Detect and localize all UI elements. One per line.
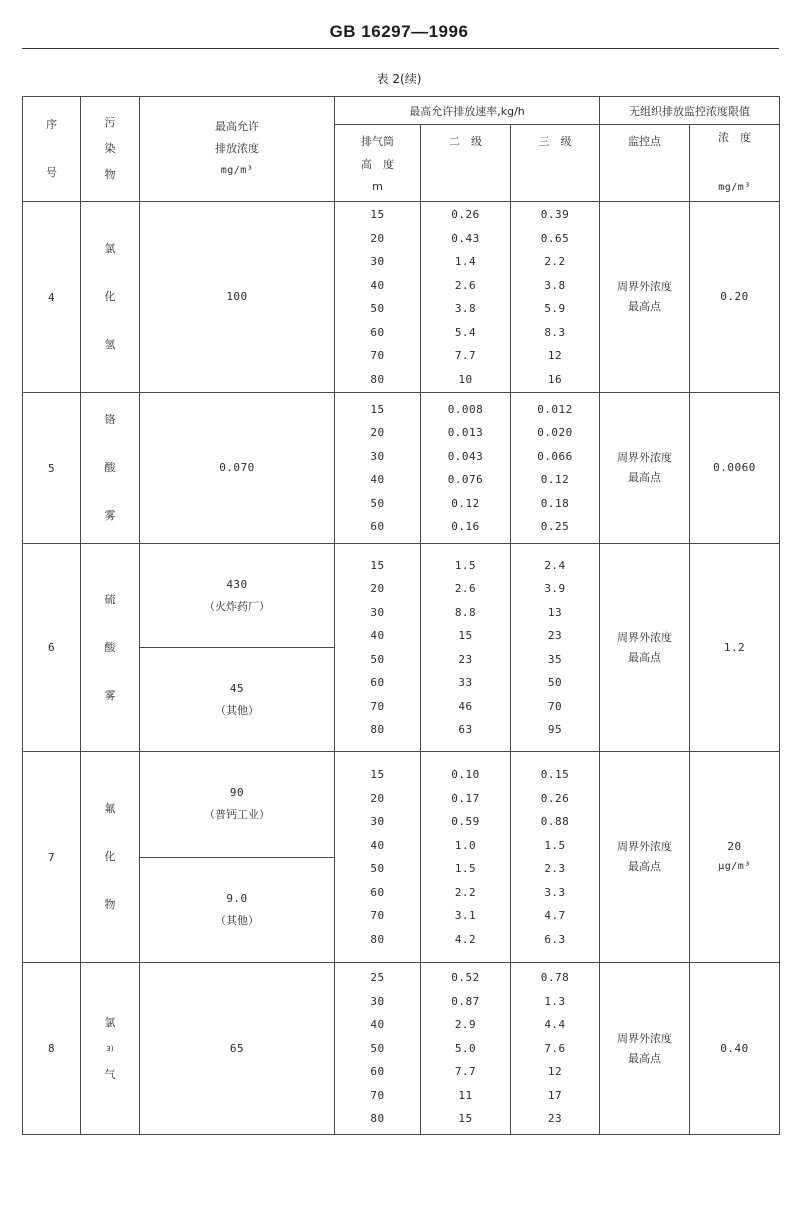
stack-height-value: 60 [370, 885, 385, 899]
level2-rate-value: 0.87 [451, 994, 480, 1008]
fugitive-conc-value: 1.2 [723, 640, 746, 654]
stack-height [335, 963, 421, 1135]
level3-rate-value: 0.88 [540, 815, 570, 828]
level2-rate-value: 5.4 [454, 325, 477, 339]
level3-rate [511, 202, 600, 393]
level3-rate-value: 0.12 [540, 473, 570, 486]
col-pollutant-header: 污 染 物 [81, 97, 140, 202]
stack-height-value: 20 [370, 231, 385, 245]
level2-rate-value: 0.013 [447, 426, 484, 439]
col-seq-header: 序 号 [23, 97, 81, 202]
max-conc-value: 430 [226, 577, 248, 591]
row-seq: 5 [23, 393, 81, 544]
monitor-point-line: 最高点 [628, 300, 661, 313]
row-max-conc [140, 393, 335, 544]
level3-rate-value: 0.78 [540, 971, 570, 985]
max-conc-value: 0.070 [219, 461, 255, 474]
level2-rate-value: 7.7 [454, 1065, 477, 1079]
level2-rate-value: 5.0 [454, 1041, 477, 1055]
stack-height-value: 50 [370, 862, 385, 875]
level3-rate-value: 70 [547, 699, 563, 713]
level3-rate-value: 2.2 [544, 255, 566, 268]
col-fugitive-conc-header: 浓 度 mg/m³ [690, 125, 780, 202]
row-fugitive-conc [690, 963, 780, 1135]
level2-rate-value: 3.1 [454, 909, 477, 922]
level3-rate-value: 7.6 [544, 1041, 566, 1055]
col-level3-header: 三 级 [511, 125, 600, 202]
pollutant-row [23, 202, 780, 393]
stack-height-value: 60 [370, 325, 385, 339]
stack-height-value: 30 [370, 994, 385, 1008]
pollutant-char: 氯 [104, 1015, 116, 1029]
row-max-conc [140, 752, 335, 858]
row-pollutant [81, 752, 140, 963]
level2-rate-value: 0.16 [451, 520, 480, 533]
pollutant-char: 雾 [104, 509, 116, 522]
level3-rate-value: 4.4 [544, 1018, 566, 1032]
pollutant-char: 氢 [104, 338, 116, 351]
stack-height-value: 60 [370, 676, 385, 689]
monitor-point-line: 最高点 [628, 860, 661, 873]
stack-height-value: 60 [370, 520, 385, 533]
fugitive-conc-value: 0.20 [720, 290, 749, 303]
level2-rate-value: 2.6 [454, 582, 477, 595]
row-monitor-point [600, 393, 690, 544]
level2-rate-value: 15 [458, 1112, 473, 1126]
level2-rate-value: 1.5 [454, 558, 477, 572]
pollutant-char: 酸 [104, 461, 116, 474]
level2-rate-value: 1.4 [454, 255, 477, 268]
level2-rate-value: 0.59 [451, 815, 480, 828]
level3-rate-value: 2.3 [544, 862, 566, 875]
level2-rate-value: 2.9 [454, 1018, 477, 1032]
stack-height-value: 80 [370, 1112, 385, 1126]
stack-height [335, 393, 421, 544]
stack-height-value: 20 [370, 791, 385, 805]
row-seq: 7 [23, 752, 81, 963]
col-rate-group-header: 最高允许排放速率,kg/h [335, 97, 600, 125]
max-conc-note: （其他） [215, 913, 259, 927]
pollutant-char: 铬 [104, 413, 116, 426]
row-fugitive-conc [690, 393, 780, 544]
stack-height [335, 544, 421, 752]
level3-rate-value: 5.9 [544, 302, 566, 315]
stack-height-value: 15 [370, 768, 385, 781]
pollutant-char: 化 [104, 850, 116, 863]
level3-rate-value: 0.020 [537, 426, 573, 439]
pollutant-char: 物 [104, 898, 116, 911]
level3-rate-value: 8.3 [544, 325, 566, 339]
level3-rate-value: 3.9 [544, 582, 566, 595]
level2-rate [421, 544, 511, 752]
level3-rate [511, 393, 600, 544]
max-conc-note: （火炸药厂） [204, 599, 270, 613]
emission-table [22, 96, 780, 1135]
monitor-point-line: 周界外浓度 [617, 280, 672, 293]
max-conc-value: 100 [226, 290, 248, 303]
stack-height-value: 15 [370, 558, 385, 572]
level3-rate-value: 12 [547, 1065, 563, 1079]
max-conc-value: 65 [229, 1041, 245, 1055]
pollutant-char: 硫 [104, 592, 116, 606]
stack-height-value: 80 [370, 372, 385, 386]
pollutant-char: 氯 [104, 242, 116, 255]
monitor-point-line: 最高点 [628, 1051, 661, 1065]
pollutant-row [23, 752, 780, 858]
stack-height-value: 50 [370, 1041, 385, 1055]
col-stack-height-header: 排气筒 高 度 m [335, 125, 421, 202]
row-max-conc [140, 648, 335, 752]
level3-rate-value: 2.4 [544, 558, 566, 572]
max-conc-value: 45 [229, 681, 245, 695]
level3-rate-value: 0.39 [540, 208, 570, 221]
level3-rate-value: 35 [547, 652, 563, 666]
level2-rate-value: 23 [458, 652, 473, 666]
max-conc-note: （普钙工业） [204, 808, 270, 822]
level2-rate-value: 0.43 [451, 231, 480, 245]
level3-rate-value: 6.3 [544, 932, 566, 946]
level3-rate-value: 13 [547, 605, 563, 619]
level2-rate [421, 393, 511, 544]
row-pollutant [81, 202, 140, 393]
stack-height-value: 40 [370, 278, 385, 292]
level2-rate-value: 46 [458, 699, 473, 713]
stack-height-value: 40 [370, 629, 385, 642]
level2-rate-value: 7.7 [454, 349, 477, 362]
row-monitor-point [600, 963, 690, 1135]
level3-rate-value: 23 [547, 1112, 563, 1126]
stack-height-value: 80 [370, 932, 385, 946]
row-monitor-point [600, 202, 690, 393]
stack-height-value: 15 [370, 402, 385, 416]
level3-rate-value: 16 [547, 372, 563, 386]
pollutant-char: 雾 [104, 688, 116, 702]
pollutant-row [23, 393, 780, 544]
row-max-conc [140, 544, 335, 648]
col-level2-header: 二 级 [421, 125, 511, 202]
monitor-point-line: 最高点 [628, 650, 661, 664]
level2-rate-value: 33 [458, 676, 473, 689]
fugitive-conc-value: 0.0060 [713, 461, 756, 474]
level3-rate-value: 12 [547, 349, 563, 362]
row-seq: 4 [23, 202, 81, 393]
fugitive-conc-value: 20 [727, 840, 742, 853]
row-pollutant: 氯 3) 气 [81, 963, 140, 1135]
stack-height-value: 70 [370, 909, 385, 922]
stack-height-value: 50 [370, 496, 385, 510]
monitor-point-line: 周界外浓度 [617, 630, 672, 644]
level2-rate-value: 2.6 [454, 278, 477, 292]
level2-rate [421, 963, 511, 1135]
row-seq: 6 [23, 544, 81, 752]
row-monitor-point [600, 752, 690, 963]
level2-rate-value: 63 [458, 723, 473, 736]
level2-rate-value: 0.12 [451, 496, 480, 510]
stack-height-value: 70 [370, 1088, 385, 1102]
pollutant-char: 氟 [104, 802, 116, 815]
stack-height-value: 50 [370, 302, 385, 315]
level2-rate-value: 10 [458, 372, 473, 386]
level3-rate-value: 1.5 [544, 838, 566, 852]
stack-height-value: 20 [370, 426, 385, 439]
level3-rate [511, 752, 600, 963]
row-fugitive-conc [690, 202, 780, 393]
fugitive-conc-unit: μg/m³ [718, 861, 751, 872]
monitor-point-line: 周界外浓度 [617, 1031, 672, 1045]
max-conc-value: 9.0 [226, 891, 248, 905]
monitor-point-line: 周界外浓度 [617, 840, 672, 853]
row-pollutant [81, 544, 140, 752]
level3-rate-value: 0.65 [540, 231, 570, 245]
level2-rate-value: 4.2 [454, 932, 477, 946]
level2-rate-value: 8.8 [454, 605, 477, 619]
row-max-conc [140, 857, 335, 963]
stack-height-value: 30 [370, 815, 385, 828]
monitor-point-line: 最高点 [628, 471, 661, 484]
level3-rate [511, 963, 600, 1135]
level3-rate-value: 50 [547, 676, 563, 689]
level3-rate-value: 4.7 [544, 909, 566, 922]
level2-rate-value: 0.26 [451, 208, 480, 221]
level2-rate-value: 1.5 [454, 862, 477, 875]
level3-rate-value: 23 [547, 629, 563, 642]
level3-rate-value: 0.066 [537, 449, 573, 463]
stack-height [335, 202, 421, 393]
level3-rate-value: 0.012 [537, 402, 573, 416]
level3-rate [511, 544, 600, 752]
level2-rate-value: 0.52 [451, 971, 480, 985]
level3-rate-value: 3.3 [544, 885, 566, 899]
stack-height-value: 80 [370, 723, 385, 736]
max-conc-value: 90 [229, 786, 245, 800]
row-max-conc [140, 963, 335, 1135]
row-fugitive-conc [690, 544, 780, 752]
level3-rate-value: 95 [547, 723, 563, 736]
level3-rate-value: 0.26 [540, 791, 570, 805]
stack-height-value: 70 [370, 349, 385, 362]
level2-rate-value: 0.076 [447, 473, 484, 486]
pollutant-char: 气 [104, 1067, 116, 1081]
stack-height-value: 15 [370, 208, 385, 221]
pollutant-char: 酸 [104, 640, 116, 654]
level3-rate-value: 3.8 [544, 278, 566, 292]
level2-rate-value: 0.043 [447, 449, 484, 463]
level2-rate [421, 202, 511, 393]
pollutant-row [23, 544, 780, 648]
level2-rate-value: 3.8 [454, 302, 477, 315]
level2-rate-value: 15 [458, 629, 473, 642]
standard-code: GB 16297—1996 [329, 22, 469, 41]
pollutant-row [23, 963, 780, 1135]
row-monitor-point [600, 544, 690, 752]
level3-rate-value: 0.15 [540, 768, 570, 781]
level2-rate-value: 0.008 [447, 402, 484, 416]
max-conc-note: （其他） [215, 703, 259, 717]
stack-height-value: 25 [370, 971, 385, 985]
header-row-1 [23, 97, 780, 125]
level2-rate-value: 11 [458, 1088, 473, 1102]
level3-rate-value: 17 [547, 1088, 563, 1102]
row-pollutant [81, 393, 140, 544]
stack-height-value: 40 [370, 838, 385, 852]
stack-height-value: 70 [370, 699, 385, 713]
col-fugitive-group-header: 无组织排放监控浓度限值 [600, 97, 780, 125]
row-max-conc [140, 202, 335, 393]
level3-rate-value: 0.18 [540, 496, 570, 510]
level2-rate [421, 752, 511, 963]
stack-height-value: 30 [370, 605, 385, 619]
col-monitor-point-header: 监控点 [600, 125, 690, 202]
header-rule [22, 48, 779, 49]
level3-rate-value: 1.3 [544, 994, 566, 1008]
stack-height [335, 752, 421, 963]
stack-height-value: 30 [370, 255, 385, 268]
stack-height-value: 50 [370, 652, 385, 666]
level2-rate-value: 2.2 [454, 885, 477, 899]
level3-rate-value: 0.25 [540, 520, 570, 533]
col-max-conc-header: 最高允许 排放浓度 mg/m³ [140, 97, 335, 202]
row-seq: 8 [23, 963, 81, 1135]
level2-rate-value: 0.17 [451, 791, 480, 805]
pollutant-char: 化 [104, 290, 116, 303]
stack-height-value: 30 [370, 449, 385, 463]
fugitive-conc-value: 0.40 [720, 1041, 749, 1055]
level2-rate-value: 0.10 [451, 768, 480, 781]
stack-height-value: 20 [370, 582, 385, 595]
row-fugitive-conc [690, 752, 780, 963]
monitor-point-line: 周界外浓度 [617, 451, 672, 464]
level2-rate-value: 1.0 [454, 838, 477, 852]
stack-height-value: 40 [370, 1018, 385, 1032]
stack-height-value: 60 [370, 1065, 385, 1079]
table-caption: 表 2(续) [376, 72, 422, 86]
stack-height-value: 40 [370, 473, 385, 486]
